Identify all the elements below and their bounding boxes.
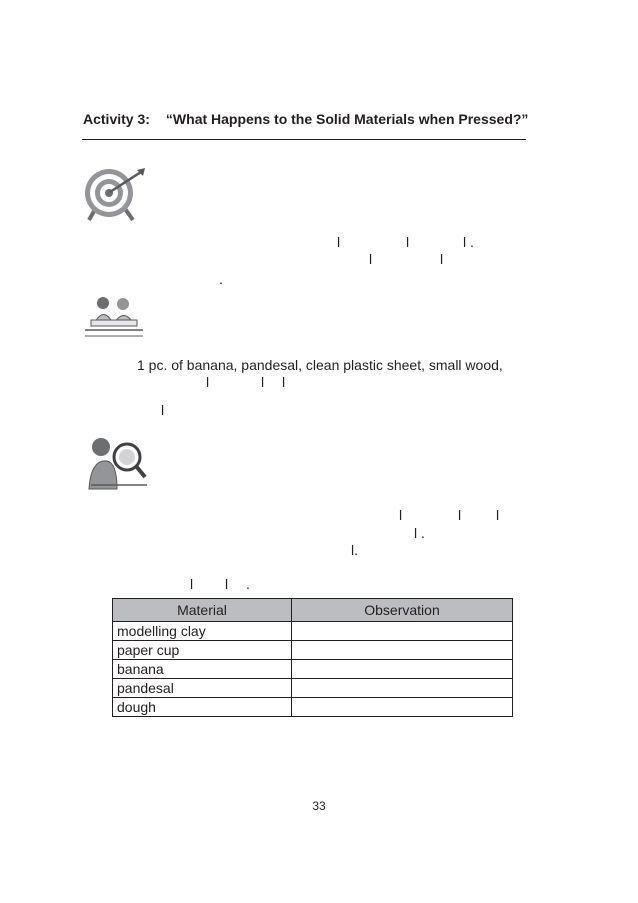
material-cell: dough — [113, 698, 292, 717]
table-row — [113, 622, 513, 641]
materials-line: 1 pc. of banana, pandesal, clean plastic sheet, small wood, — [137, 357, 503, 373]
objective-fragment: l — [406, 234, 410, 250]
procedure-fragment: l. — [351, 542, 358, 558]
activity-title — [83, 111, 528, 127]
students-icon — [83, 294, 145, 345]
materials-fragment: l — [261, 374, 265, 390]
observation-cell[interactable] — [292, 641, 513, 660]
objective-fragment: l . — [463, 234, 474, 250]
page-number: 33 — [312, 799, 326, 813]
objective-fragment: l — [440, 251, 444, 267]
observation-cell[interactable] — [292, 622, 513, 641]
procedure-fragment: l — [190, 576, 194, 592]
column-header-observation: Observation — [292, 599, 513, 622]
material-cell: banana — [113, 660, 292, 679]
materials-fragment: l — [161, 402, 165, 418]
activity-question: “What Happens to the Solid Materials when Pressed?” — [165, 111, 529, 127]
procedure-fragment: l . — [414, 525, 425, 541]
magnifier-icon — [83, 433, 149, 498]
procedure-fragment: . — [246, 576, 250, 592]
objective-fragment: l — [369, 251, 373, 267]
table-row — [113, 660, 513, 679]
observation-cell[interactable] — [292, 660, 513, 679]
column-header-material: Material — [113, 599, 292, 622]
table-header-row — [113, 599, 513, 622]
materials-fragment: l — [206, 374, 210, 390]
table-row — [113, 679, 513, 698]
target-icon — [83, 166, 147, 227]
table-row — [113, 698, 513, 717]
procedure-fragment: l — [225, 576, 229, 592]
procedure-fragment: l — [458, 507, 462, 523]
title-underline — [82, 139, 526, 140]
observation-table — [112, 598, 513, 717]
procedure-fragment: l — [399, 507, 403, 523]
material-cell: modelling clay — [113, 622, 292, 641]
observation-cell[interactable] — [292, 698, 513, 717]
objective-fragment: l — [337, 234, 341, 250]
objective-fragment: . — [219, 271, 223, 287]
material-cell: pandesal — [113, 679, 292, 698]
procedure-fragment: l — [496, 507, 500, 523]
table-row — [113, 641, 513, 660]
activity-label: Activity 3: — [83, 111, 150, 127]
materials-fragment: l — [282, 374, 286, 390]
observation-cell[interactable] — [292, 679, 513, 698]
material-cell: paper cup — [113, 641, 292, 660]
